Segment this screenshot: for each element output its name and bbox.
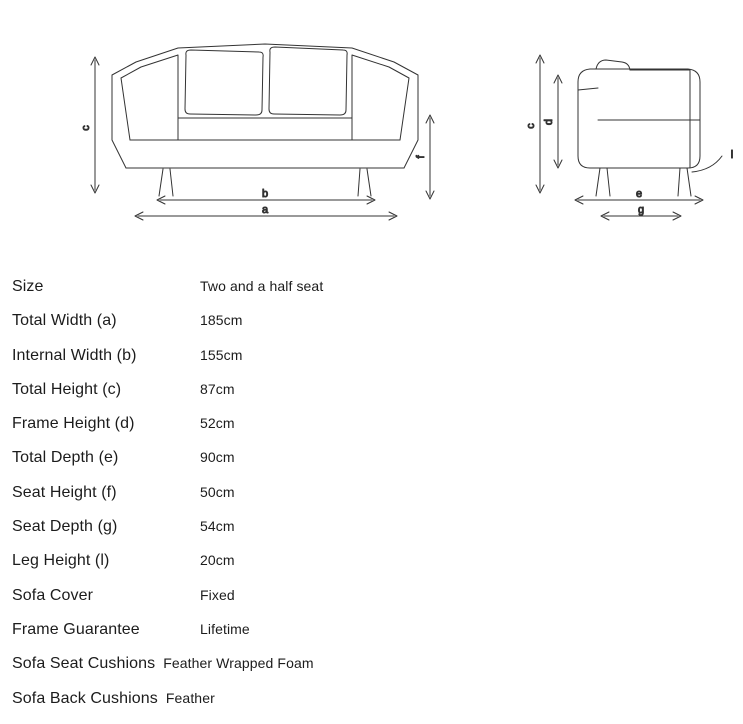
dimension-d-side <box>554 75 562 168</box>
dimension-label-a-front: a <box>261 204 269 216</box>
dimension-c-front <box>91 57 99 193</box>
spec-row-leg-height <box>12 552 732 586</box>
spec-value: 185cm <box>200 312 243 329</box>
spec-row-total-width <box>12 312 732 346</box>
dimension-label-e-side: e <box>635 188 643 200</box>
spec-label: Frame Guarantee <box>12 620 140 638</box>
spec-row-seat-height <box>12 484 732 518</box>
dimension-label-d-side: d <box>543 118 555 126</box>
spec-value: Feather Wrapped Foam <box>163 655 314 672</box>
dimension-f-front <box>426 115 434 199</box>
spec-row-sofa-back-cushions <box>12 690 732 724</box>
sofa-dimension-diagram <box>0 0 743 250</box>
spec-label: Frame Height (d) <box>12 415 135 433</box>
spec-label: Internal Width (b) <box>12 346 137 364</box>
spec-row-frame-guarantee <box>12 621 732 655</box>
spec-label: Sofa Back Cushions <box>12 689 158 707</box>
spec-row-frame-height <box>12 415 732 449</box>
spec-value: Two and a half seat <box>200 278 324 294</box>
spec-value: 52cm <box>200 415 235 432</box>
spec-value: 54cm <box>200 518 235 535</box>
spec-label: Seat Height (f) <box>12 483 117 501</box>
spec-row-total-depth <box>12 449 732 483</box>
spec-label: Sofa Seat Cushions <box>12 655 156 673</box>
spec-value: 50cm <box>200 483 235 500</box>
spec-value: 20cm <box>200 552 235 569</box>
spec-label: Leg Height (l) <box>12 552 110 570</box>
spec-value: Feather <box>165 689 215 706</box>
spec-row-total-height <box>12 381 732 415</box>
spec-label: Total Height (c) <box>12 380 122 398</box>
spec-label: Total Width (a) <box>12 312 117 330</box>
spec-row-seat-depth <box>12 518 732 552</box>
dimension-l-side <box>692 156 722 172</box>
dimension-label-g-side: g <box>637 204 645 216</box>
spec-row-internal-width <box>12 347 732 381</box>
dimension-label-f-front: f <box>415 155 427 159</box>
dimension-label-b-front: b <box>261 188 269 200</box>
spec-value: Fixed <box>200 586 235 603</box>
side-elevation-drawing <box>578 60 700 196</box>
spec-row-size <box>12 278 732 312</box>
specification-table <box>12 278 732 724</box>
dimension-label-c-side: c <box>525 123 537 129</box>
diagram-svg <box>0 0 743 250</box>
spec-label: Seat Depth (g) <box>12 518 118 536</box>
dimension-label-c-front: c <box>80 125 92 131</box>
spec-label: Sofa Cover <box>12 586 94 604</box>
spec-label: Size <box>12 278 44 295</box>
spec-value: Lifetime <box>200 620 250 637</box>
spec-row-sofa-cover <box>12 587 732 621</box>
dimension-label-l-side: l <box>730 149 734 161</box>
spec-label: Total Depth (e) <box>12 449 119 467</box>
spec-value: 87cm <box>200 380 235 397</box>
spec-row-sofa-seat-cushions <box>12 655 732 689</box>
front-elevation-drawing <box>112 44 418 196</box>
spec-value: 90cm <box>200 449 235 466</box>
spec-value: 155cm <box>200 346 243 363</box>
